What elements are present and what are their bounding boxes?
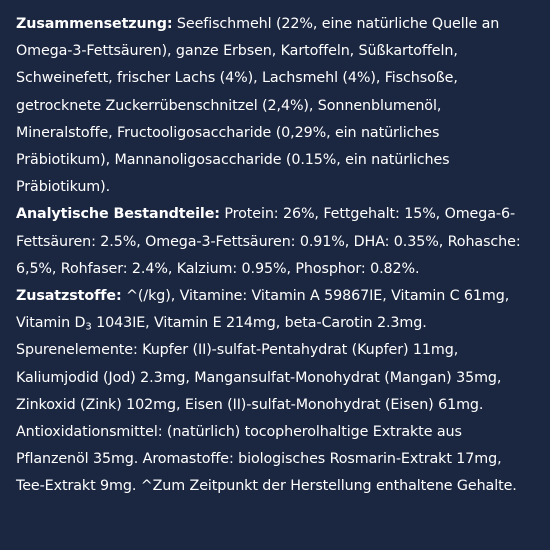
analytical-constituents-heading: Analytische Bestandteile:	[16, 206, 220, 223]
analytical-constituents-text: Protein: 26%, Fettgehalt: 15%, Omega-6-Fettsäuren: 2.5%, Omega-3-Fettsäuren: 0.91%, DHA: 0.35%, Rohasche: 6,5%, Rohfaser: 2.4%, Kalzium: 0.95%, Phosphor: 0.82%.	[16, 206, 521, 277]
vitamin-d-subscript: 3	[85, 321, 92, 333]
additives-text-part-2: 1043IE, Vitamin E 214mg, beta-Carotin 2.3mg. Spurenelemente: Kupfer (II)-sulfat-Pentahydrat (Kupfer) 11mg, Kaliumjodid (Jod) 2.3mg, Mangansulfat-Monohydrat (Mangan) 35mg, Zinkoxid (Zink) 102mg, Eisen (II)-sulfat-Monohydrat (Eisen) 61mg. Antioxidationsmittel: (natürlich) tocopherolhaltige Extrakte aus Pflanzenöl 35mg. Aromastoffe: biologisches Rosmarin-Extrakt 17mg, Tee-Extrakt 9mg. ^Zum Zeitpunkt der Herstellung enthaltene Gehalte.	[16, 315, 517, 495]
composition-text: Seefischmehl (22%, eine natürliche Quelle an Omega-3-Fettsäuren), ganze Erbsen, Kartoffeln, Süßkartoffeln, Schweinefett, frischer Lachs (4%), Lachsmehl (4%), Fischsoße, getrocknete Zuckerrübenschnitzel (2,4%), Sonnenblumenöl, Mineralstoffe, Fructooligosaccharide (0,29%, ein natürliches Präbiotikum), Mannanoligosaccharide (0.15%, ein natürliches Präbiotikum).	[16, 16, 500, 196]
analytical-constituents-paragraph	[16, 201, 534, 283]
composition-paragraph	[16, 11, 534, 201]
composition-heading: Zusammensetzung:	[16, 16, 173, 32]
additives-heading: Zusatzstoffe:	[16, 288, 122, 305]
additives-text-part-1: ^(/kg), Vitamine: Vitamin A 59867IE, Vitamin C 61mg, Vitamin D	[16, 288, 510, 332]
additives-paragraph	[16, 283, 534, 501]
